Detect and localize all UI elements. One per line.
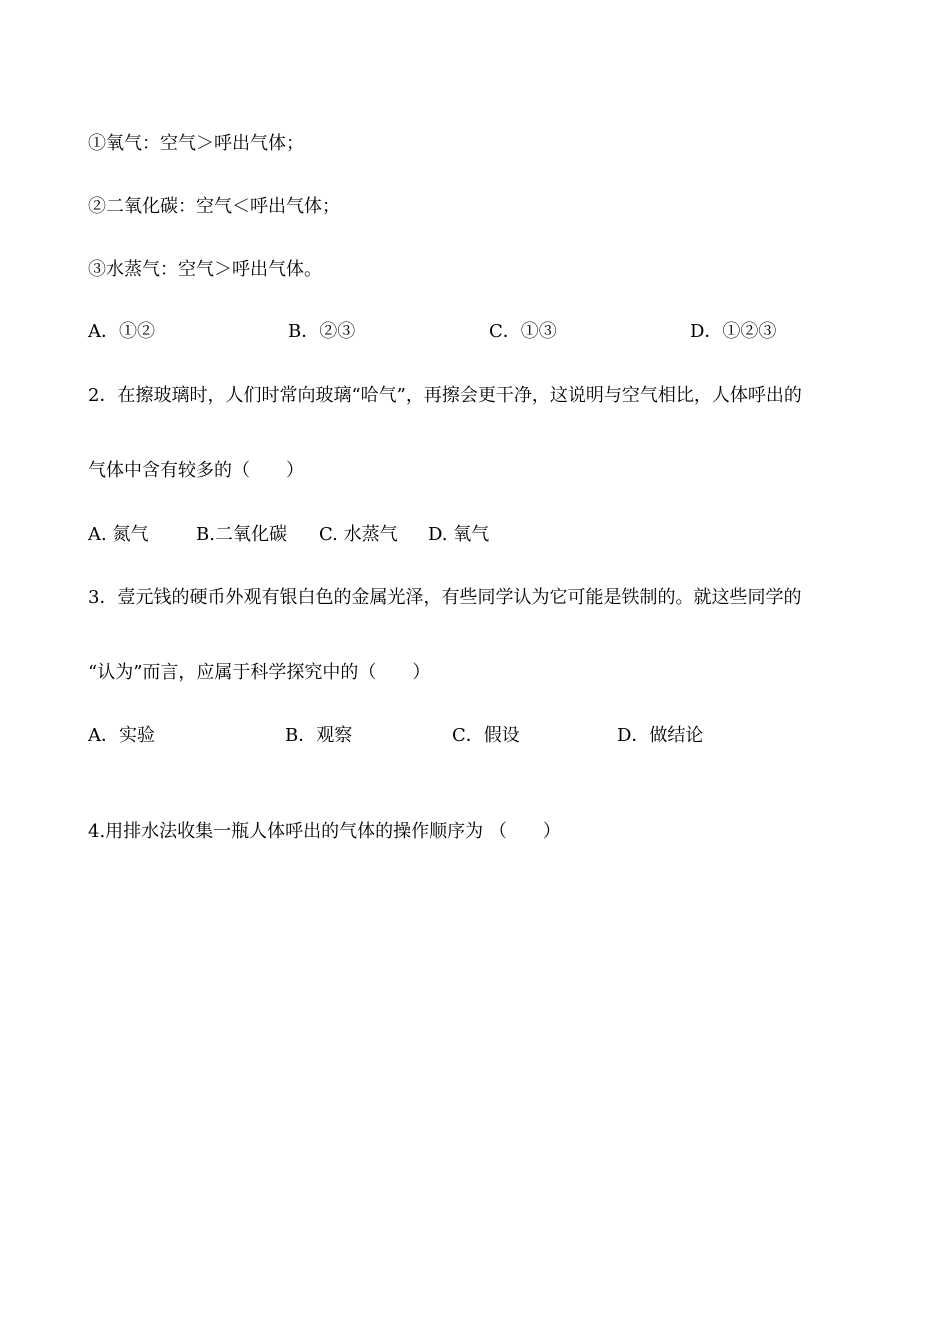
q3-option-a: A．实验 xyxy=(88,725,155,746)
q3-option-c: C．假设 xyxy=(452,725,520,746)
q2-stem-line1: 2．在擦玻璃时，人们时常向玻璃“哈气”，再擦会更干净，这说明与空气相比，人体呼出的 xyxy=(88,385,802,406)
q1-option-b: B．②③ xyxy=(288,321,356,342)
q2-option-b: B.二氧化碳 xyxy=(196,524,287,545)
q2-option-a: A. 氮气 xyxy=(88,524,149,545)
q2-stem-line2: 气体中含有较多的（ ） xyxy=(88,460,304,481)
q3-option-b: B．观察 xyxy=(285,725,353,746)
q1-option-d: D．①②③ xyxy=(690,321,777,342)
q1-item-water-vapor: ③水蒸气：空气＞呼出气体。 xyxy=(88,259,322,280)
q4-stem: 4.用排水法收集一瓶人体呼出的气体的操作顺序为 （ ） xyxy=(88,821,561,842)
q1-option-a: A．①② xyxy=(88,321,155,342)
q3-stem-line1: 3．壹元钱的硬币外观有银白色的金属光泽，有些同学认为它可能是铁制的。就这些同学的 xyxy=(88,587,802,608)
q2-option-d: D. 氧气 xyxy=(428,524,490,545)
q3-option-d: D．做结论 xyxy=(617,725,704,746)
q2-option-c: C. 水蒸气 xyxy=(319,524,398,545)
q1-option-c: C．①③ xyxy=(489,321,557,342)
q3-stem-line2: “认为”而言，应属于科学探究中的（ ） xyxy=(88,662,431,683)
q1-item-carbon-dioxide: ②二氧化碳：空气＜呼出气体； xyxy=(88,196,340,217)
q1-item-oxygen: ①氧气：空气＞呼出气体； xyxy=(88,133,304,154)
